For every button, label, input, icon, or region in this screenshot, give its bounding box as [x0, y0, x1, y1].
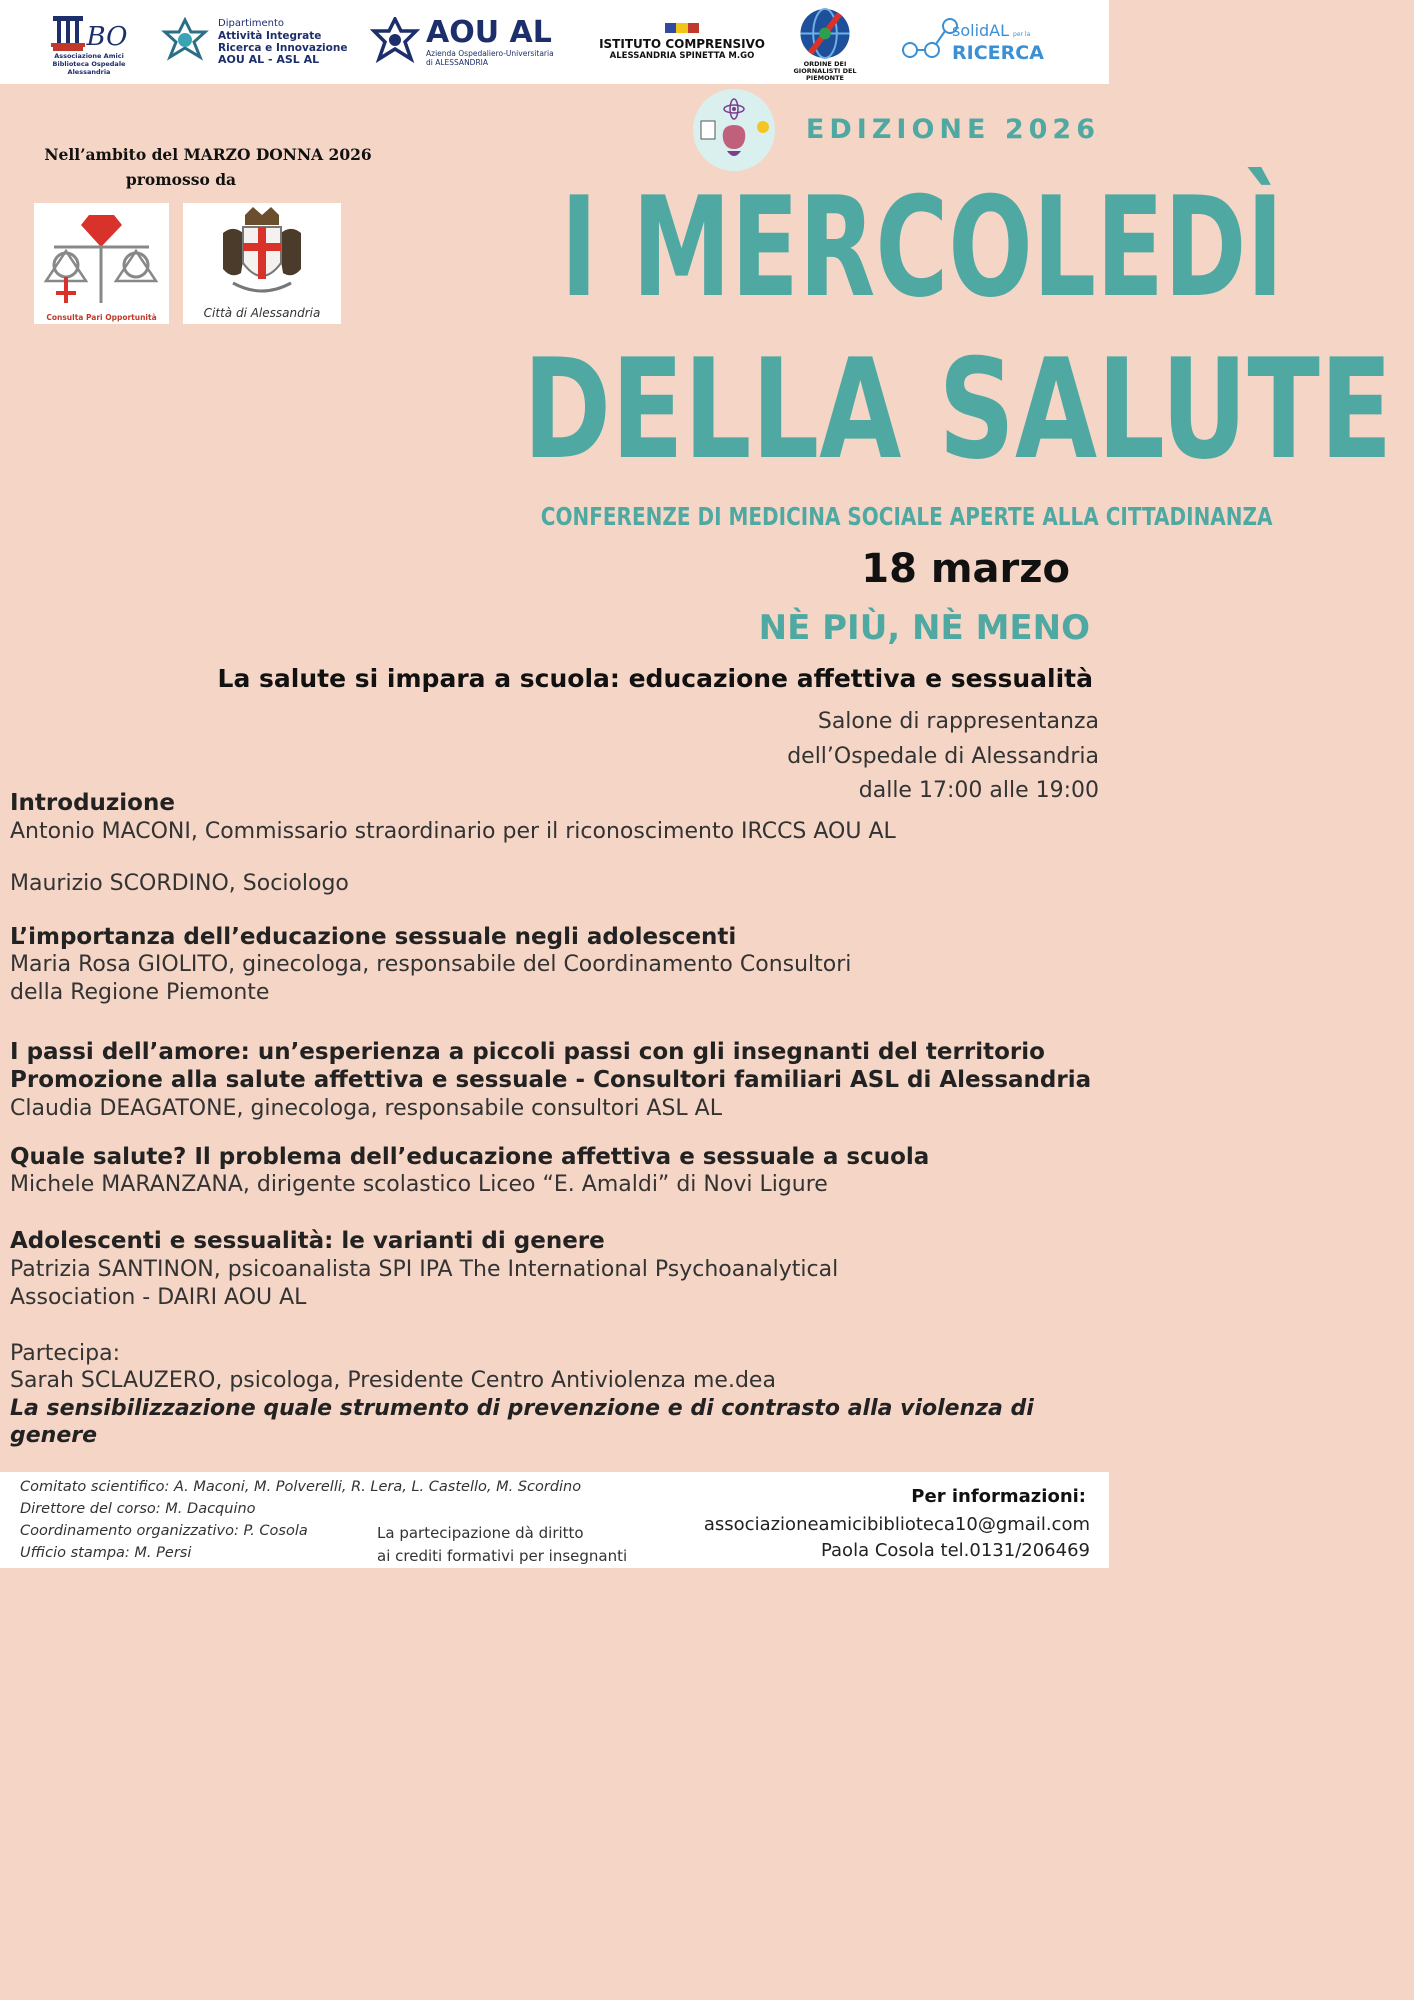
globe-pen-icon	[796, 6, 854, 61]
star-emblem-icon	[370, 17, 420, 67]
consulta-label: Consulta Pari Opportunità	[46, 313, 157, 322]
scales-icon	[34, 203, 169, 308]
footer-direttore: Direttore del corso: M. Dacquino	[20, 1501, 256, 1517]
giornalisti-caption: ORDINE DEI GIORNALISTI DEL PIEMONTE	[793, 60, 857, 82]
title-line2: DELLA SALUTE	[522, 329, 1393, 490]
coat-of-arms-icon	[183, 203, 341, 303]
aoual-sub2: di ALESSANDRIA	[426, 58, 489, 67]
footer-comitato: Comitato scientifico: A. Maconi, M. Polverelli, R. Lera, L. Castello, M. Scordino	[20, 1479, 582, 1495]
intro-speaker1: Antonio MACONI, Commissario straordinario per il riconoscimento IRCCS AOU AL	[10, 819, 896, 844]
talk3-title: Quale salute? Il problema dell’educazione affettiva e sessuale a scuola	[10, 1144, 930, 1170]
event-time: dalle 17:00 alle 19:00	[858, 778, 1099, 803]
edition-label: EDIZIONE 2026	[805, 114, 1100, 145]
solidal-per: per la	[1013, 31, 1031, 38]
partecipa-topic-l2: genere	[10, 1423, 98, 1448]
footer-contact: Paola Cosola tel.0131/206469	[820, 1540, 1090, 1561]
event-theme: La salute si impara a scuola: educazione affettiva e sessualità	[217, 664, 1093, 693]
dipartimento-line4: AOU AL - ASL AL	[218, 53, 320, 66]
brain-atom-icon	[693, 89, 775, 171]
istituto-logo	[592, 8, 772, 76]
footer-ufficio: Ufficio stampa: M. Persi	[20, 1545, 192, 1561]
health-icon-circle	[693, 89, 775, 171]
footer-coordinamento: Coordinamento organizzativo: P. Cosola	[20, 1523, 308, 1539]
dipartimento-line1: Dipartimento	[218, 18, 285, 29]
aoual-name: AOU AL	[426, 15, 552, 50]
promo-line1: Nell’ambito del MARZO DONNA 2026	[44, 145, 372, 164]
footer-info-label: Per informazioni:	[911, 1486, 1086, 1507]
dipartimento-logo	[160, 8, 350, 76]
title-line1: I MERCOLEDÌ	[560, 167, 1284, 328]
star-emblem-icon	[160, 17, 210, 67]
molecule-icon	[900, 16, 958, 68]
talk1-speaker-l1: Maria Rosa GIOLITO, ginecologa, responsabile del Coordinamento Consultori	[10, 952, 852, 977]
promo-line2: promosso da	[125, 170, 237, 189]
flag-icon	[665, 23, 699, 33]
citta-label: Città di Alessandria	[203, 306, 321, 320]
event-location1: Salone di rappresentanza	[817, 709, 1099, 734]
partecipa-topic-l1: La sensibilizzazione quale strumento di prevenzione e di contrasto alla violenza di	[10, 1396, 1034, 1421]
istituto-line2: ALESSANDRIA SPINETTA M.GO	[609, 51, 755, 61]
footer-email[interactable]: associazioneamicibiblioteca10@gmail.com	[703, 1514, 1090, 1535]
istituto-line1: ISTITUTO COMPRENSIVO	[599, 37, 765, 51]
logo-band	[0, 0, 1109, 84]
talk1-title: L’importanza dell’educazione sessuale negli adolescenti	[10, 924, 737, 950]
talk2-title-l2: Promozione alla salute affettiva e sessuale - Consultori familiari ASL di Alessandria	[10, 1067, 1092, 1093]
aoual-logo	[370, 8, 560, 76]
talk4-speaker-l2: Association - DAIRI AOU AL	[10, 1285, 307, 1310]
citta-logo	[183, 203, 341, 324]
intro-speaker2: Maurizio SCORDINO, Sociologo	[10, 871, 349, 896]
dipartimento-line3: Ricerca e Innovazione	[218, 42, 348, 54]
talk2-speaker: Claudia DEAGATONE, ginecologa, responsabile consultori ASL AL	[10, 1096, 722, 1121]
solidal-ricerca: RICERCA	[952, 42, 1044, 64]
column-icon	[51, 12, 85, 52]
event-location2: dell’Ospedale di Alessandria	[787, 744, 1099, 769]
footer	[0, 1472, 1109, 1568]
talk3-speaker: Michele MARANZANA, dirigente scolastico Liceo “E. Amaldi” di Novi Ligure	[10, 1172, 828, 1197]
footer-crediti-l1: La partecipazione dà diritto	[377, 1524, 584, 1542]
talk4-speaker-l1: Patrizia SANTINON, psicoanalista SPI IPA The International Psychoanalytical	[10, 1257, 839, 1282]
event-slogan: NÈ PIÙ, NÈ MENO	[758, 608, 1090, 648]
intro-title: Introduzione	[10, 790, 175, 816]
abo-caption: Associazione Amici Biblioteca Ospedale Alessandria	[52, 52, 126, 76]
talk4-title: Adolescenti e sessualità: le varianti di genere	[10, 1228, 605, 1254]
consulta-logo	[34, 203, 169, 324]
dipartimento-line2: Attività Integrate	[218, 30, 322, 42]
partecipa-speaker: Sarah SCLAUZERO, psicologa, Presidente Centro Antiviolenza me.dea	[10, 1368, 776, 1393]
solidal-logo	[900, 8, 1060, 76]
footer-crediti-l2: ai crediti formativi per insegnanti	[377, 1547, 628, 1565]
giornalisti-logo	[790, 6, 860, 82]
talk1-speaker-l2: della Regione Piemonte	[10, 980, 270, 1005]
partecipa-label: Partecipa:	[10, 1341, 121, 1366]
abo-mark: BO	[86, 22, 128, 52]
talk2-title-l1: I passi dell’amore: un’esperienza a piccoli passi con gli insegnanti del territorio	[10, 1039, 1045, 1065]
aoual-sub1: Azienda Ospedaliero-Universitaria	[426, 49, 554, 58]
abo-logo	[48, 8, 130, 76]
event-date: 18 marzo	[861, 546, 1070, 592]
subtitle: CONFERENZE DI MEDICINA SOCIALE APERTE ALLA CITTADINANZA	[540, 502, 1273, 531]
solidal-name: solidAL	[952, 21, 1010, 40]
